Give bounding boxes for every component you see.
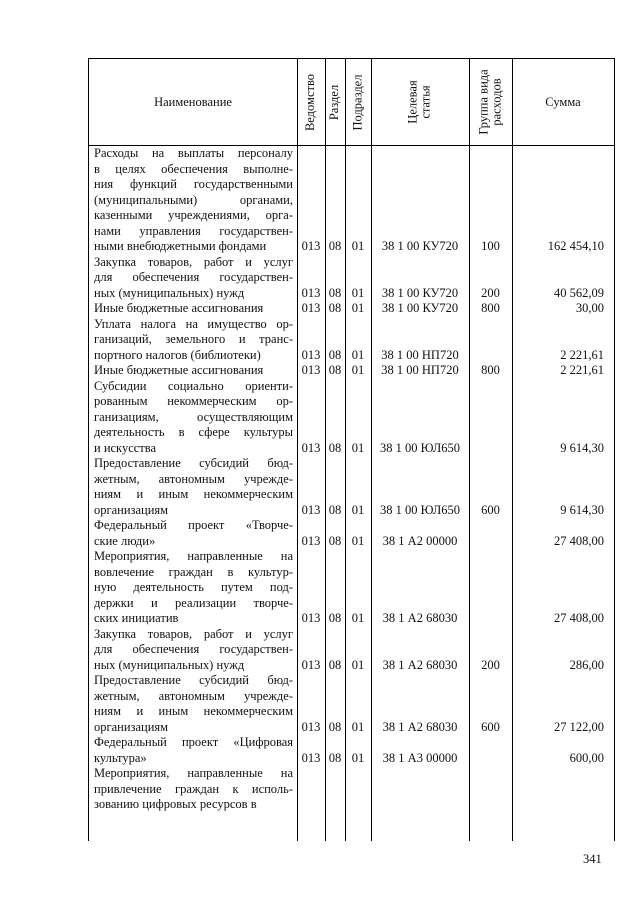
row-name-line: и искусства <box>94 440 157 455</box>
header-department <box>297 59 325 145</box>
cell-section: 08 <box>328 502 342 517</box>
cell-subsection: 01 <box>351 239 365 253</box>
cell-subsection: 01 <box>351 533 365 548</box>
row-name <box>94 518 293 549</box>
cell-amount: 30,00 <box>575 301 604 315</box>
cell-target-item: 38 1 А2 68030 <box>382 611 458 625</box>
row-name-line: Мероприятия, направленные на <box>94 549 293 563</box>
cell-amount: 40 562,09 <box>554 285 604 300</box>
cell-subsection: 01 <box>351 363 365 377</box>
table-row <box>89 766 614 813</box>
header-expense-group <box>469 59 512 145</box>
cell-section: 08 <box>328 440 342 455</box>
row-name-line: Расходы на выплаты персоналу <box>94 146 293 160</box>
cell-target-item: 38 1 А2 68030 <box>382 657 458 672</box>
cell-department: 013 <box>301 750 321 765</box>
table-row <box>89 379 614 457</box>
row-name-line: Предоставление субсидий бюд- <box>94 456 293 470</box>
row-name <box>94 255 293 302</box>
row-name-line: Уплата налога на имущество ор- <box>94 316 293 331</box>
cell-section: 08 <box>328 719 342 734</box>
row-name <box>94 301 293 317</box>
cell-subsection: 01 <box>351 347 365 362</box>
table-row <box>89 673 614 735</box>
cell-section: 08 <box>328 285 342 300</box>
cell-target-item: 38 1 00 НП720 <box>381 347 459 362</box>
table-row <box>89 627 614 674</box>
row-name <box>94 549 293 627</box>
cell-target-item: 38 1 00 ЮЛ650 <box>379 502 461 517</box>
row-name-line: ниям и иным некоммерческим <box>94 487 293 501</box>
row-name <box>94 363 293 379</box>
header-section <box>325 59 345 145</box>
header-expense-group-label <box>478 69 504 134</box>
cell-expense-group: 600 <box>481 502 500 517</box>
cell-expense-group: 800 <box>481 301 500 315</box>
row-name-line: (муниципальными) органами, <box>94 192 293 207</box>
row-name <box>94 627 293 674</box>
cell-department: 013 <box>301 239 321 253</box>
row-name <box>94 379 293 457</box>
table-row <box>89 255 614 302</box>
header-subsection-label: Подраздел <box>350 74 365 130</box>
table-row <box>89 301 614 317</box>
cell-amount: 9 614,30 <box>560 502 604 517</box>
row-name <box>94 456 293 518</box>
header-target-item-label <box>407 80 433 123</box>
cell-expense-group: 600 <box>481 719 500 734</box>
cell-amount: 27 408,00 <box>554 533 604 548</box>
row-name-line: ниям и иным некоммерческим <box>94 704 293 718</box>
cell-expense-group: 800 <box>481 363 500 377</box>
row-name-line: ных (муниципальных) нужд <box>94 657 245 672</box>
row-name-line: жетным, автономным учрежде- <box>94 471 293 486</box>
row-name-line: для обеспечения государствен- <box>94 270 293 284</box>
row-name <box>94 146 293 255</box>
row-name-line: рованным некоммерческим ор- <box>94 394 293 408</box>
cell-subsection: 01 <box>351 502 365 517</box>
cell-department: 013 <box>301 719 321 734</box>
header-amount <box>512 59 614 145</box>
row-name-line: Закупка товаров, работ и услуг <box>94 626 293 641</box>
cell-subsection: 01 <box>351 750 365 765</box>
row-name-line: организациям <box>94 502 169 517</box>
row-name-line: организациям <box>94 719 169 734</box>
cell-subsection: 01 <box>351 301 365 315</box>
header-name-label: Наименование <box>154 95 232 109</box>
row-name <box>94 673 293 735</box>
cell-expense-group: 200 <box>481 285 500 300</box>
header-name <box>89 59 297 145</box>
header-department-label: Ведомство <box>303 73 318 131</box>
cell-section: 08 <box>328 657 342 672</box>
cell-amount: 27 122,00 <box>554 719 604 734</box>
table-row <box>89 363 614 379</box>
cell-amount: 27 408,00 <box>554 611 604 625</box>
cell-amount: 2 221,61 <box>560 347 604 362</box>
row-name-line: Закупка товаров, работ и услуг <box>94 254 293 269</box>
header-expense-group-line: расходов <box>489 78 504 126</box>
row-name-line: вовлечение граждан в культур- <box>94 564 293 579</box>
row-name-line: зованию цифровых ресурсов в <box>94 797 257 811</box>
row-name-line: Мероприятия, направленные на <box>94 766 293 780</box>
cell-section: 08 <box>328 363 342 377</box>
row-name-line: ных (муниципальных) нужд <box>94 285 245 300</box>
cell-subsection: 01 <box>351 657 365 672</box>
row-name <box>94 735 293 766</box>
cell-department: 013 <box>301 502 321 517</box>
cell-amount: 9 614,30 <box>560 440 604 455</box>
row-name-line: Федеральный проект «Творче- <box>94 518 293 532</box>
cell-subsection: 01 <box>351 611 365 625</box>
row-name-line: ную деятельность путем под- <box>94 580 293 594</box>
header-amount-label: Сумма <box>545 95 581 109</box>
table-row <box>89 146 614 255</box>
cell-target-item: 38 1 00 КУ720 <box>381 301 459 315</box>
cell-section: 08 <box>328 301 342 315</box>
cell-target-item: 38 1 00 НП720 <box>381 363 459 377</box>
row-name-line: ния функций государственными <box>94 177 293 191</box>
row-name-line: Федеральный проект «Цифровая <box>94 735 293 749</box>
cell-section: 08 <box>328 750 342 765</box>
cell-department: 013 <box>301 657 321 672</box>
cell-target-item: 38 1 А2 00000 <box>382 533 458 548</box>
cell-section: 08 <box>328 533 342 548</box>
row-name-line: портного налогов (библиотеки) <box>94 347 261 362</box>
budget-table <box>88 58 615 841</box>
row-name-line: ными внебюджетными фондами <box>94 239 267 253</box>
cell-section: 08 <box>328 347 342 362</box>
row-name-line: деятельность в сфере культуры <box>94 425 293 439</box>
header-target-item-line: Целевая <box>406 80 420 124</box>
cell-department: 013 <box>301 285 321 300</box>
cell-department: 013 <box>301 440 321 455</box>
row-name-line: для обеспечения государствен- <box>94 642 293 656</box>
row-name-line: ских инициатив <box>94 611 179 625</box>
cell-department: 013 <box>301 347 321 362</box>
row-name-line: культура» <box>94 750 147 765</box>
row-name <box>94 317 293 364</box>
header-target-item <box>371 59 469 145</box>
cell-subsection: 01 <box>351 285 365 300</box>
cell-target-item: 38 1 А3 00000 <box>382 750 458 765</box>
row-name-line: привлечение граждан к исполь- <box>94 781 293 796</box>
cell-department: 013 <box>301 611 321 625</box>
cell-amount: 600,00 <box>569 750 604 765</box>
cell-target-item: 38 1 А2 68030 <box>382 719 458 734</box>
cell-department: 013 <box>301 533 321 548</box>
row-name-line: в целях обеспечения выполне- <box>94 161 293 176</box>
row-name-line: ганизациям, осуществляющим <box>94 409 293 424</box>
cell-amount: 2 221,61 <box>560 363 604 377</box>
cell-subsection: 01 <box>351 719 365 734</box>
cell-expense-group: 100 <box>481 239 500 253</box>
cell-section: 08 <box>328 611 342 625</box>
cell-target-item: 38 1 00 ЮЛ650 <box>379 440 461 455</box>
table-row <box>89 518 614 549</box>
row-name-line: держки и реализации творче- <box>94 595 293 610</box>
table-row <box>89 317 614 364</box>
cell-amount: 162 454,10 <box>547 239 604 253</box>
header-expense-group-line: Группа вида <box>476 69 491 135</box>
row-name-line: ские люди» <box>94 533 156 548</box>
header-target-item-line: статья <box>419 85 433 119</box>
page-number: 341 <box>583 852 602 866</box>
row-name-line: Предоставление субсидий бюд- <box>94 673 293 687</box>
cell-target-item: 38 1 00 КУ720 <box>381 285 459 300</box>
cell-department: 013 <box>301 301 321 315</box>
cell-target-item: 38 1 00 КУ720 <box>381 239 459 253</box>
cell-expense-group: 200 <box>481 657 500 672</box>
row-name-line: жетным, автономным учрежде- <box>94 688 293 703</box>
cell-section: 08 <box>328 239 342 253</box>
row-name-line: Иные бюджетные ассигнования <box>94 301 264 315</box>
row-name-line: казенными учреждениями, орга- <box>94 208 293 222</box>
cell-subsection: 01 <box>351 440 365 455</box>
row-name <box>94 766 293 813</box>
table-row <box>89 456 614 518</box>
row-name-line: ганизаций, земельного и транс- <box>94 332 293 346</box>
header-section-label: Раздел <box>327 84 342 120</box>
cell-amount: 286,00 <box>569 657 604 672</box>
row-name-line: нами управления государствен- <box>94 223 293 238</box>
table-row <box>89 735 614 766</box>
cell-department: 013 <box>301 363 321 377</box>
row-name-line: Иные бюджетные ассигнования <box>94 363 264 377</box>
row-name-line: Субсидии социально ориенти- <box>94 378 293 393</box>
header-subsection <box>345 59 371 145</box>
table-row <box>89 549 614 627</box>
